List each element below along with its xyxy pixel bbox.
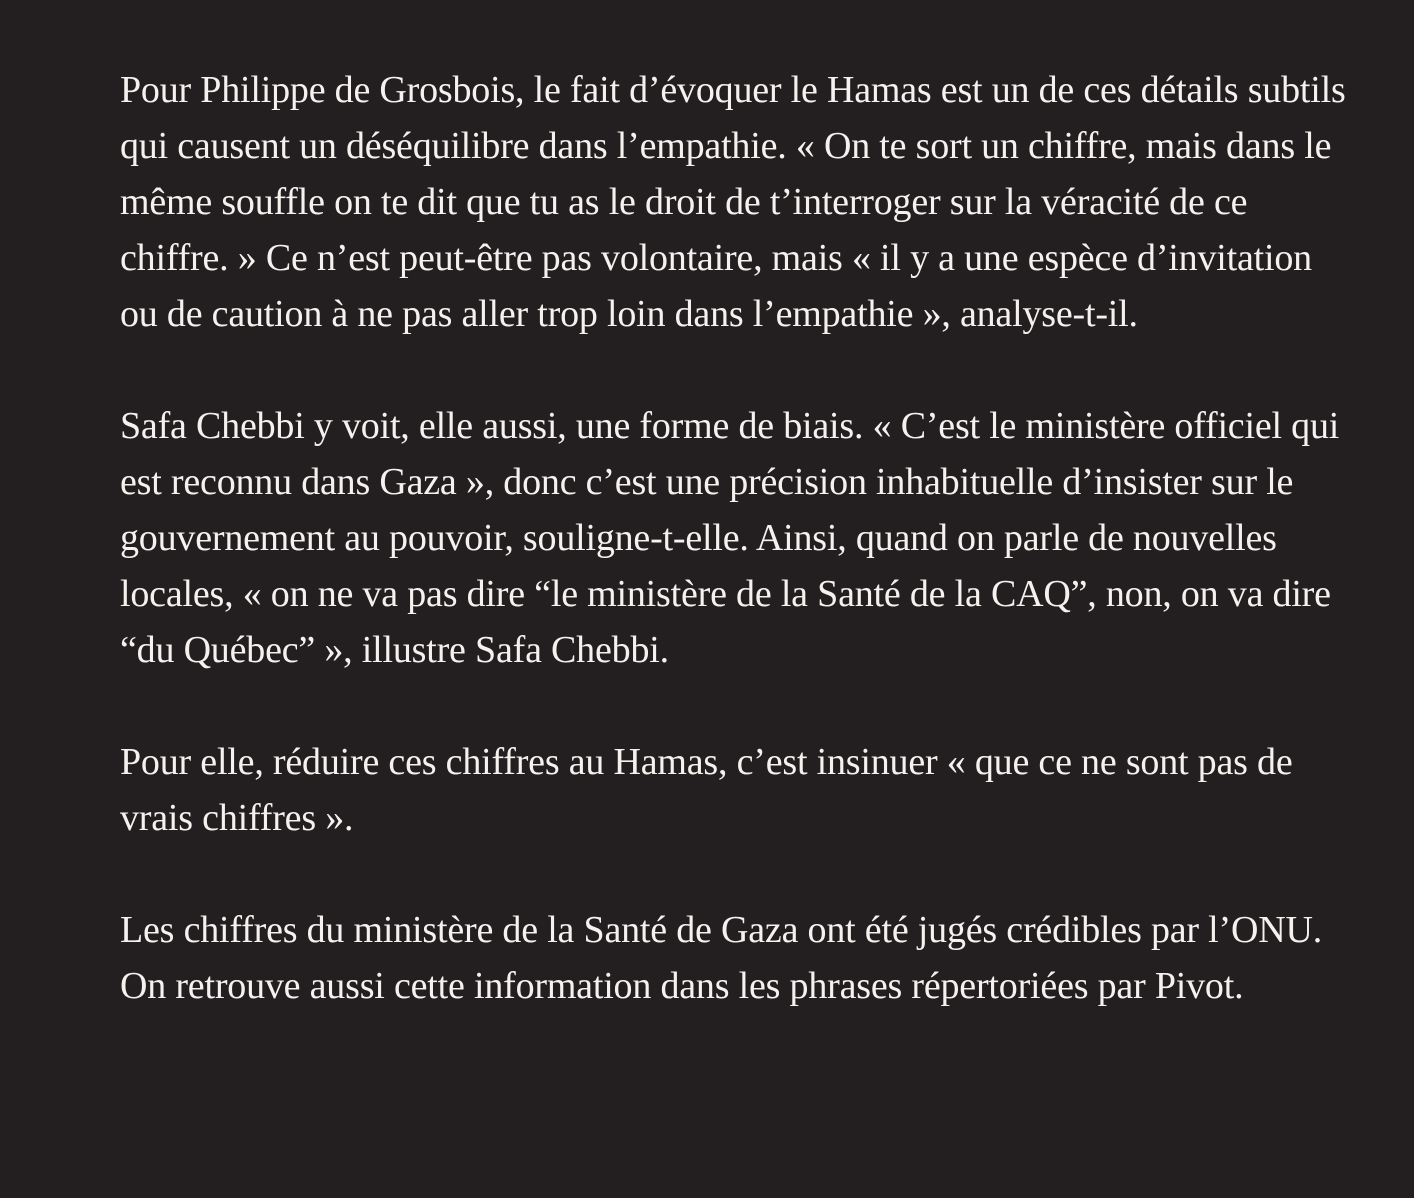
paragraph: Pour Philippe de Grosbois, le fait d’évoquer le Hamas est un de ces détails subtils qui causent un déséquilibre dans l’empathie. « On te sort un chiffre, mais dans le même souffle on te dit que tu as le droit de t’interroger sur la véracité de ce chiffre. » Ce n’est peut-être pas volontaire, mais « il y a une espèce d’invitation ou de caution à ne pas aller trop loin dans l’empathie », analyse-t-il. — [120, 69, 1346, 335]
paragraph: Les chiffres du ministère de la Santé de Gaza ont été jugés crédibles par l’ONU. On retrouve aussi cette information dans les phrases répertoriées par Pivot. — [120, 909, 1323, 1007]
article-body — [120, 62, 1350, 1014]
paragraph: Pour elle, réduire ces chiffres au Hamas, c’est insinuer « que ce ne sont pas de vrais chiffres ». — [120, 741, 1293, 839]
paragraph: Safa Chebbi y voit, elle aussi, une forme de biais. « C’est le ministère officiel qui est reconnu dans Gaza », donc c’est une précision inhabituelle d’insister sur le gouvernement au pouvoir, souligne-t-elle. Ainsi, quand on parle de nouvelles locales, « on ne va pas dire “le ministère de la Santé de la CAQ”, non, on va dire “du Québec” », illustre Safa Chebbi. — [120, 405, 1340, 671]
